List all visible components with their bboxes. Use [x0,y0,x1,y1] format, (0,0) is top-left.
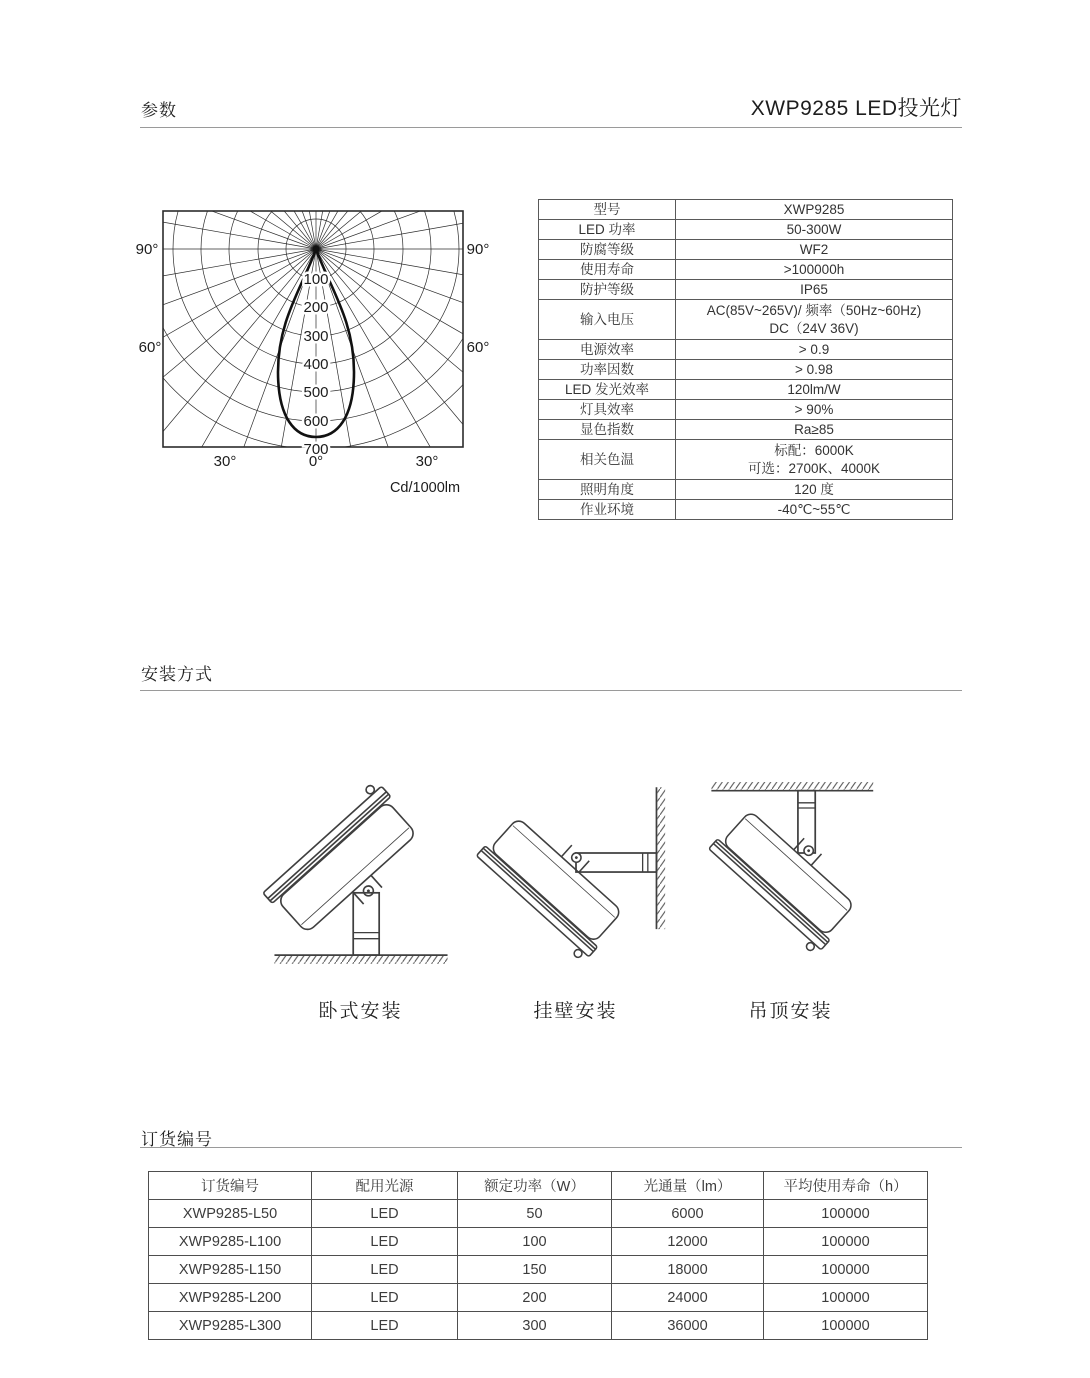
order-cell: 24000 [612,1284,764,1312]
order-table [148,1171,928,1340]
order-cell: XWP9285-L150 [149,1256,312,1284]
spec-value: WF2 [676,240,953,260]
install-section-title: 安装方式 [141,665,213,684]
chart-tick-label: 400 [303,356,329,373]
chart-angle-label-left-90: 90° [135,241,159,258]
spec-row [539,400,953,420]
spec-value: 120lm/W [676,380,953,400]
spec-row [539,220,953,240]
spec-row [539,360,953,380]
spec-row [539,200,953,220]
figure-wall-mount [468,763,683,1023]
order-cell: 6000 [612,1200,764,1228]
spec-label: 作业环境 [539,500,676,520]
spec-label: 灯具效率 [539,400,676,420]
spec-label: LED 发光效率 [539,380,676,400]
spec-value: -40℃~55℃ [676,500,953,520]
spec-value: Ra≥85 [676,420,953,440]
order-section-title: 订货编号 [141,1130,213,1149]
spec-value: 50-300W [676,220,953,240]
spec-value: > 90% [676,400,953,420]
spec-row [539,340,953,360]
spec-row [539,240,953,260]
order-cell: 100000 [764,1312,928,1340]
order-row [149,1256,928,1284]
spec-value: > 0.98 [676,360,953,380]
order-cell: 300 [458,1312,612,1340]
chart-tick-label: 700 [303,441,329,458]
spec-row [539,260,953,280]
spec-value-line1: 标配：6000K [774,442,854,458]
spec-label: 防腐等级 [539,240,676,260]
order-cell: XWP9285-L100 [149,1228,312,1256]
chart-angle-label-bottom-left-30: 30° [213,453,237,470]
chart-angle-label-bottom-0: 0° [308,453,324,470]
order-cell: 200 [458,1284,612,1312]
order-cell: 100000 [764,1200,928,1228]
spec-label: 电源效率 [539,340,676,360]
order-divider [140,1147,962,1148]
product-title: XWP9285 LED投光灯 [750,97,962,120]
spec-row [539,380,953,400]
order-cell: LED [312,1200,458,1228]
order-cell: XWP9285-L300 [149,1312,312,1340]
order-header-cell: 配用光源 [312,1172,458,1200]
spec-label: 照明角度 [539,480,676,500]
order-cell: 100000 [764,1284,928,1312]
spec-value [676,440,953,480]
order-cell: LED [312,1256,458,1284]
order-cell: 50 [458,1200,612,1228]
spec-value: XWP9285 [676,200,953,220]
header-divider [140,127,962,128]
order-header-row [149,1172,928,1200]
order-header-cell: 光通量（lm） [612,1172,764,1200]
order-cell: XWP9285-L200 [149,1284,312,1312]
figure-label: 卧式安装 [318,1001,403,1022]
params-section-title: 参数 [141,101,177,120]
spec-value: IP65 [676,280,953,300]
spec-value: >100000h [676,260,953,280]
chart-angle-label-right-90: 90° [466,241,490,258]
ceiling-mount-drawing [687,763,895,988]
spec-label: 显色指数 [539,420,676,440]
order-cell: LED [312,1228,458,1256]
chart-center-point [313,246,320,253]
order-row [149,1284,928,1312]
chart-tick-label: 600 [303,413,329,430]
chart-tick-label: 200 [303,299,329,316]
spec-row [539,420,953,440]
order-cell: 100 [458,1228,612,1256]
spec-row [539,280,953,300]
order-cell: 150 [458,1256,612,1284]
chart-unit-label: Cd/1000lm [389,480,461,496]
spec-value: 120 度 [676,480,953,500]
chart-angle-label-left-60: 60° [138,339,162,356]
install-figures [253,763,898,1023]
horizontal-mount-drawing [257,763,465,988]
spec-label: 输入电压 [539,300,676,340]
order-cell: 36000 [612,1312,764,1340]
order-cell: 18000 [612,1256,764,1284]
order-cell: LED [312,1284,458,1312]
figure-ceiling-mount [683,763,898,1023]
spec-row [539,300,953,340]
order-cell: 100000 [764,1228,928,1256]
order-header-cell: 订货编号 [149,1172,312,1200]
spec-value: > 0.9 [676,340,953,360]
order-cell: XWP9285-L50 [149,1200,312,1228]
chart-tick-label: 300 [303,328,329,345]
figure-label: 吊顶安装 [748,1001,833,1022]
spec-row [539,500,953,520]
figure-label: 挂壁安装 [533,1001,618,1022]
order-cell: 12000 [612,1228,764,1256]
figure-horizontal-mount [253,763,468,1023]
install-divider [140,690,962,691]
order-row [149,1200,928,1228]
spec-row [539,440,953,480]
chart-angle-label-right-60: 60° [466,339,490,356]
chart-angle-label-bottom-right-30: 30° [415,453,439,470]
wall-mount-drawing [472,763,680,988]
photometric-chart [126,192,496,502]
spec-label: 型号 [539,200,676,220]
spec-label: 使用寿命 [539,260,676,280]
spec-row [539,480,953,500]
spec-label: 功率因数 [539,360,676,380]
order-row [149,1312,928,1340]
spec-value [676,300,953,340]
spec-value-line2: 可选：2700K、4000K [747,460,881,476]
order-cell: 100000 [764,1256,928,1284]
spec-table [538,199,953,520]
order-cell: LED [312,1312,458,1340]
spec-label: LED 功率 [539,220,676,240]
order-row [149,1228,928,1256]
spec-label: 防护等级 [539,280,676,300]
spec-value-line2: DC（24V 36V) [769,320,859,336]
chart-tick-label: 500 [303,384,329,401]
order-header-cell: 额定功率（W） [458,1172,612,1200]
order-header-cell: 平均使用寿命（h） [764,1172,928,1200]
spec-label: 相关色温 [539,440,676,480]
spec-value-line1: AC(85V~265V)/ 频率（50Hz~60Hz) [706,302,922,318]
chart-tick-label: 100 [303,271,329,288]
